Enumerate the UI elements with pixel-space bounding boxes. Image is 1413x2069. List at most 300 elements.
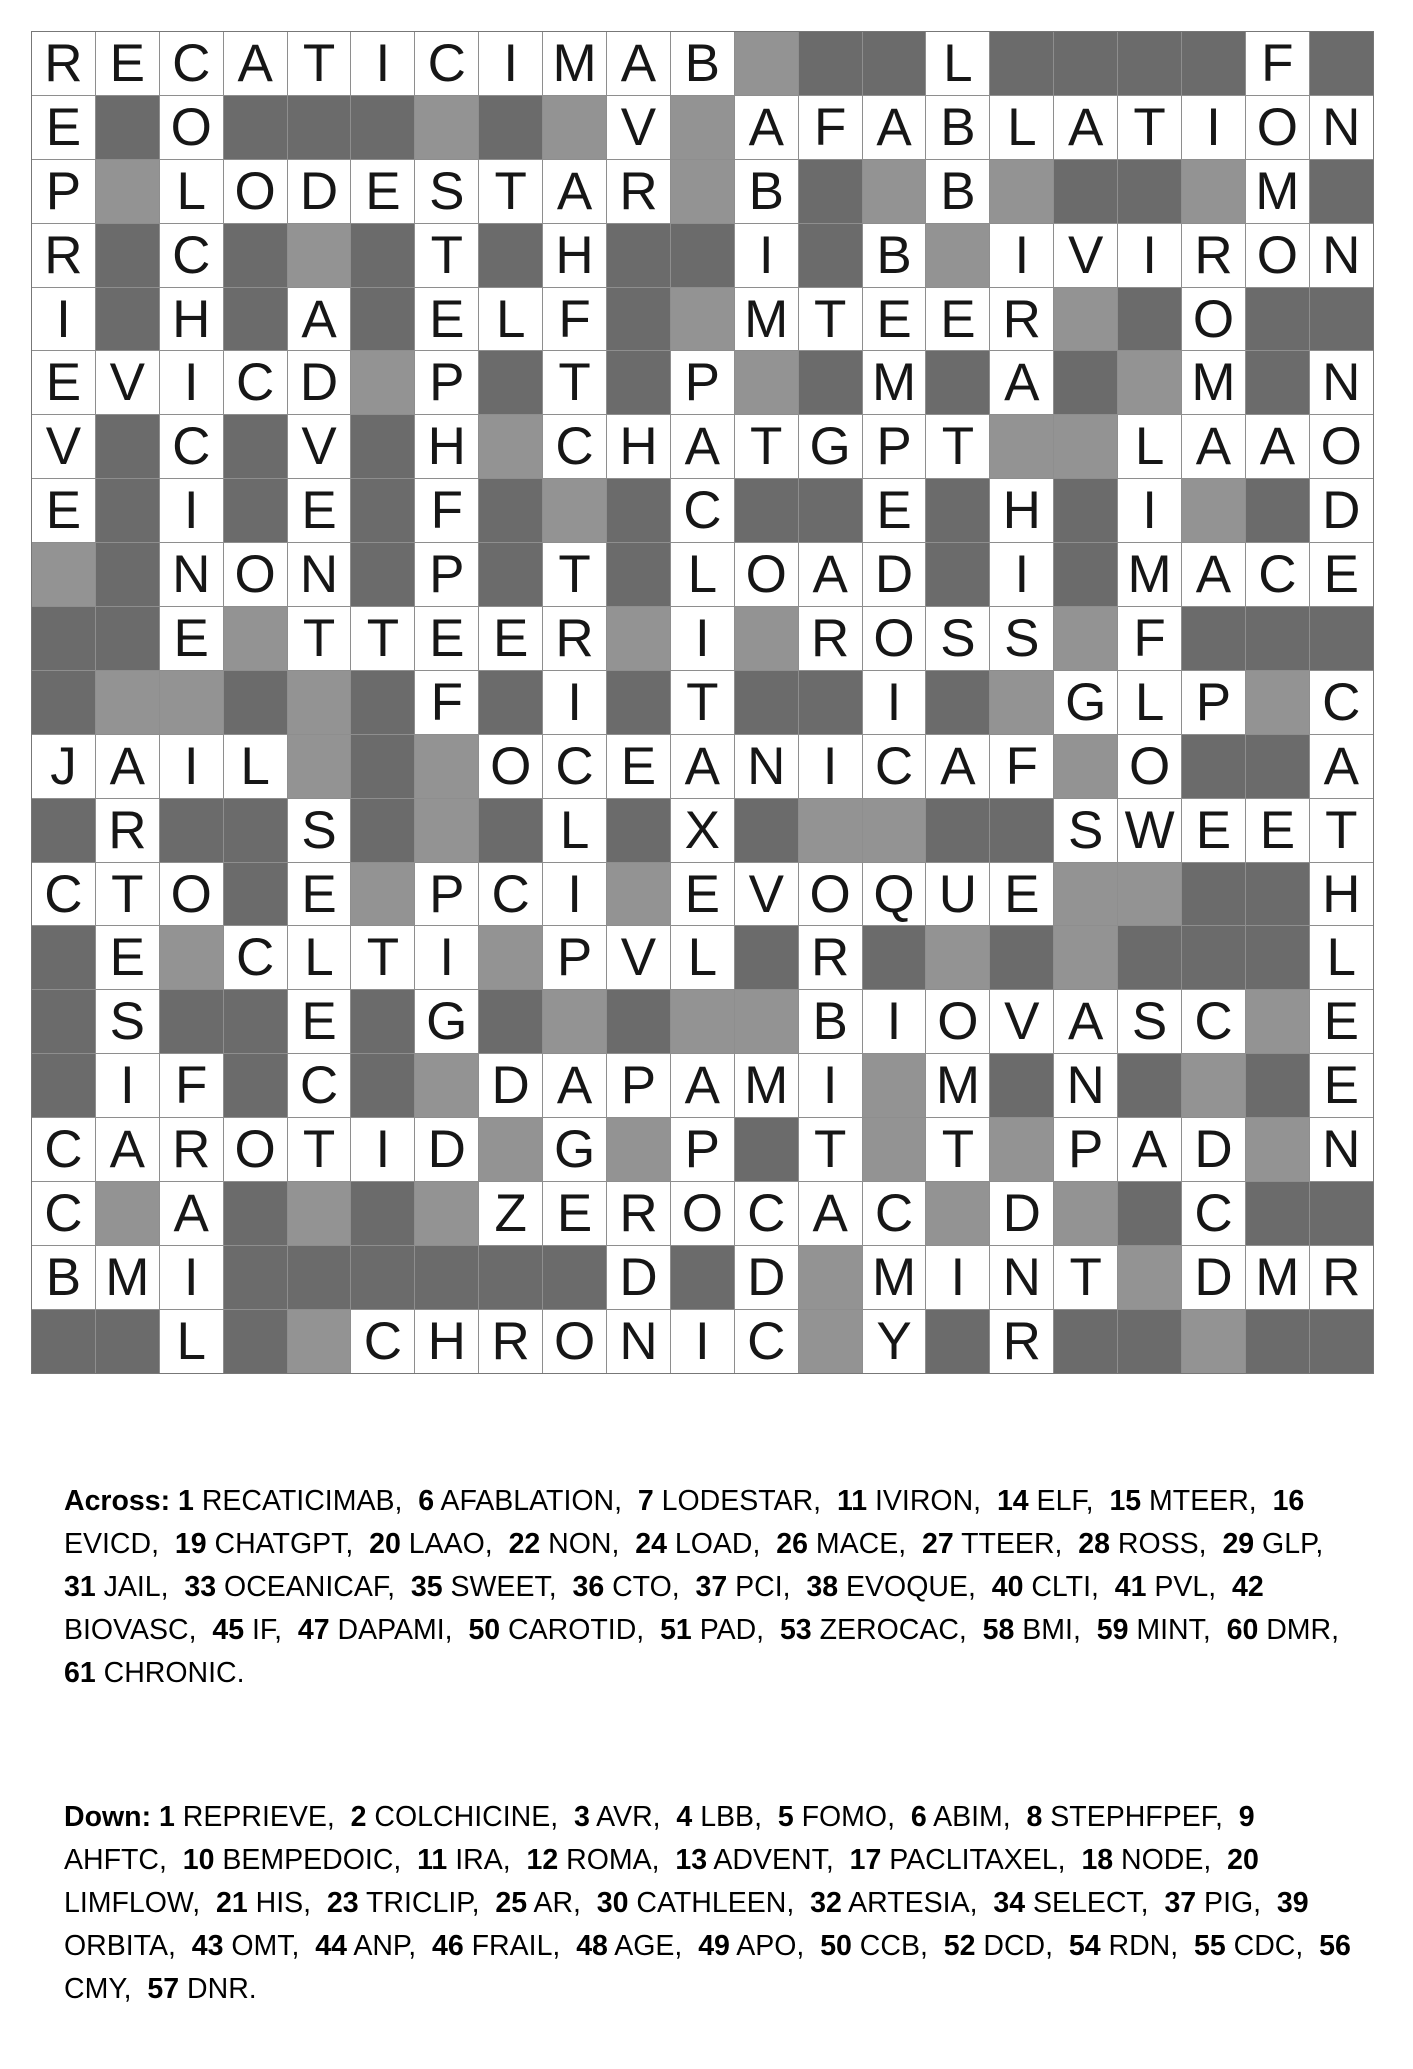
- down-clue-number: 21: [216, 1887, 248, 1919]
- cell-r20c10[interactable]: D: [607, 1246, 670, 1309]
- cell-r21c11[interactable]: I: [671, 1310, 734, 1373]
- cell-r6c21[interactable]: N: [1310, 351, 1373, 414]
- cell-r10c9[interactable]: R: [543, 607, 606, 670]
- cell-r5c1[interactable]: I: [32, 288, 95, 351]
- cell-r12c2[interactable]: A: [96, 735, 159, 798]
- cell-r15c4[interactable]: C: [224, 926, 287, 989]
- cell-r20c3[interactable]: I: [160, 1246, 223, 1309]
- down-clue-number: 6: [910, 1801, 927, 1833]
- cell-r12c10[interactable]: E: [607, 735, 670, 798]
- cell-r18c1[interactable]: C: [32, 1118, 95, 1181]
- cell-r8c11[interactable]: C: [671, 479, 734, 542]
- cell-r10c5[interactable]: T: [288, 607, 351, 670]
- cell-r12c12[interactable]: N: [735, 735, 798, 798]
- cell-r6c3[interactable]: I: [160, 351, 223, 414]
- cell-r21c12[interactable]: C: [735, 1310, 798, 1373]
- cell-r6c16[interactable]: A: [990, 351, 1053, 414]
- cell-r12c16[interactable]: F: [990, 735, 1053, 798]
- cell-r13c20[interactable]: E: [1246, 799, 1309, 862]
- cell-r5c15[interactable]: E: [926, 288, 989, 351]
- cell-r18c9[interactable]: G: [543, 1118, 606, 1181]
- cell-r14c10: [607, 863, 670, 926]
- cell-r1c8[interactable]: I: [479, 32, 542, 95]
- cell-r1c3[interactable]: C: [160, 32, 223, 95]
- cell-r17c9[interactable]: A: [543, 1054, 606, 1117]
- down-clue-number: 55: [1194, 1930, 1226, 1962]
- cell-r13c9[interactable]: L: [543, 799, 606, 862]
- cell-r7c16: [990, 415, 1053, 478]
- cell-r10c13[interactable]: R: [799, 607, 862, 670]
- cell-r17c10[interactable]: P: [607, 1054, 670, 1117]
- cell-r17c15[interactable]: M: [926, 1054, 989, 1117]
- cell-r7c12[interactable]: T: [735, 415, 798, 478]
- cell-r8c14[interactable]: E: [863, 479, 926, 542]
- cell-r12c8[interactable]: O: [479, 735, 542, 798]
- cell-r13c5[interactable]: S: [288, 799, 351, 862]
- cell-r16c2[interactable]: S: [96, 990, 159, 1053]
- down-clue-number: 13: [675, 1844, 708, 1876]
- cell-r18c21[interactable]: N: [1310, 1118, 1373, 1181]
- cell-r7c3[interactable]: C: [160, 415, 223, 478]
- cell-r4c9[interactable]: H: [543, 224, 606, 287]
- cell-r21c7[interactable]: H: [415, 1310, 478, 1373]
- across-clue-word: BIOVASC,: [64, 1571, 1272, 1646]
- cell-r4c8: [479, 224, 542, 287]
- cell-r2c13[interactable]: F: [799, 96, 862, 159]
- cell-r21c8[interactable]: R: [479, 1310, 542, 1373]
- cell-r20c21[interactable]: R: [1310, 1246, 1373, 1309]
- cell-r14c13[interactable]: O: [799, 863, 862, 926]
- cell-r8c3[interactable]: I: [160, 479, 223, 542]
- cell-r14c5[interactable]: E: [288, 863, 351, 926]
- cell-r14c3[interactable]: O: [160, 863, 223, 926]
- cell-r3c6[interactable]: E: [351, 160, 414, 223]
- cell-r7c11[interactable]: A: [671, 415, 734, 478]
- cell-r8c21[interactable]: D: [1310, 479, 1373, 542]
- across-clue-word: LODESTAR,: [653, 1485, 837, 1517]
- cell-r17c11[interactable]: A: [671, 1054, 734, 1117]
- down-clue-word: REPRIEVE,: [174, 1801, 351, 1833]
- cell-r21c3[interactable]: L: [160, 1310, 223, 1373]
- cell-r16c16[interactable]: V: [990, 990, 1053, 1053]
- cell-r2c1[interactable]: E: [32, 96, 95, 159]
- cell-r6c8: [479, 351, 542, 414]
- cell-r9c14[interactable]: D: [863, 543, 926, 606]
- cell-r14c1[interactable]: C: [32, 863, 95, 926]
- cell-r15c5[interactable]: L: [288, 926, 351, 989]
- cell-r20c20[interactable]: M: [1246, 1246, 1309, 1309]
- cell-r9c9[interactable]: T: [543, 543, 606, 606]
- cell-r3c15[interactable]: B: [926, 160, 989, 223]
- cell-r1c5[interactable]: T: [288, 32, 351, 95]
- cell-r9c3[interactable]: N: [160, 543, 223, 606]
- cell-r12c3[interactable]: I: [160, 735, 223, 798]
- cell-r19c19[interactable]: C: [1182, 1182, 1245, 1245]
- cell-r3c10[interactable]: R: [607, 160, 670, 223]
- cell-r4c12[interactable]: I: [735, 224, 798, 287]
- cell-r15c6[interactable]: T: [351, 926, 414, 989]
- cell-r14c8[interactable]: C: [479, 863, 542, 926]
- cell-r5c19[interactable]: O: [1182, 288, 1245, 351]
- cell-r3c8[interactable]: T: [479, 160, 542, 223]
- cell-r5c7[interactable]: E: [415, 288, 478, 351]
- cell-r5c8[interactable]: L: [479, 288, 542, 351]
- cell-r15c3: [160, 926, 223, 989]
- cell-r13c7: [415, 799, 478, 862]
- cell-r11c7[interactable]: F: [415, 671, 478, 734]
- cell-r19c14[interactable]: C: [863, 1182, 926, 1245]
- cell-r1c6[interactable]: I: [351, 32, 414, 95]
- cell-r7c10[interactable]: H: [607, 415, 670, 478]
- cell-r12c1[interactable]: J: [32, 735, 95, 798]
- cell-r15c2[interactable]: E: [96, 926, 159, 989]
- cell-r14c7[interactable]: P: [415, 863, 478, 926]
- cell-r19c10[interactable]: R: [607, 1182, 670, 1245]
- cell-r3c9[interactable]: A: [543, 160, 606, 223]
- cell-r21c9[interactable]: O: [543, 1310, 606, 1373]
- down-clue-word: AHFTC,: [64, 1801, 1261, 1876]
- cell-r21c6[interactable]: C: [351, 1310, 414, 1373]
- cell-r5c16[interactable]: R: [990, 288, 1053, 351]
- down-clue-number: 54: [1068, 1930, 1101, 1962]
- cell-r2c17[interactable]: A: [1054, 96, 1117, 159]
- cell-r13c16: [990, 799, 1053, 862]
- cell-r9c1: [32, 543, 95, 606]
- cell-r9c12[interactable]: O: [735, 543, 798, 606]
- cell-r20c15[interactable]: I: [926, 1246, 989, 1309]
- cell-r11c18[interactable]: L: [1118, 671, 1181, 734]
- cell-r15c9[interactable]: P: [543, 926, 606, 989]
- cell-r15c7[interactable]: I: [415, 926, 478, 989]
- cell-r14c6: [351, 863, 414, 926]
- cell-r6c1[interactable]: E: [32, 351, 95, 414]
- across-clue-word: NON,: [540, 1528, 636, 1560]
- cell-r2c15[interactable]: B: [926, 96, 989, 159]
- cell-r17c14: [863, 1054, 926, 1117]
- cell-r2c20[interactable]: O: [1246, 96, 1309, 159]
- cell-r16c15[interactable]: O: [926, 990, 989, 1053]
- cell-r20c16[interactable]: N: [990, 1246, 1053, 1309]
- cell-r21c14[interactable]: Y: [863, 1310, 926, 1373]
- cell-r16c5[interactable]: E: [288, 990, 351, 1053]
- cell-r18c18[interactable]: A: [1118, 1118, 1181, 1181]
- cell-r6c5[interactable]: D: [288, 351, 351, 414]
- cell-r18c3[interactable]: R: [160, 1118, 223, 1181]
- cell-r15c21[interactable]: L: [1310, 926, 1373, 989]
- cell-r6c9[interactable]: T: [543, 351, 606, 414]
- cell-r8c1[interactable]: E: [32, 479, 95, 542]
- cell-r2c18[interactable]: T: [1118, 96, 1181, 159]
- cell-r4c21[interactable]: N: [1310, 224, 1373, 287]
- cell-r12c9[interactable]: C: [543, 735, 606, 798]
- cell-r2c14[interactable]: A: [863, 96, 926, 159]
- cell-r1c7[interactable]: C: [415, 32, 478, 95]
- cell-r5c18: [1118, 288, 1181, 351]
- cell-r11c21[interactable]: C: [1310, 671, 1373, 734]
- cell-r5c3[interactable]: H: [160, 288, 223, 351]
- down-clue-word: LIMFLOW,: [64, 1844, 1267, 1919]
- cell-r5c12[interactable]: M: [735, 288, 798, 351]
- cell-r5c5[interactable]: A: [288, 288, 351, 351]
- cell-r2c10[interactable]: V: [607, 96, 670, 159]
- across-clue-word: AFABLATION,: [434, 1485, 638, 1517]
- cell-r7c1[interactable]: V: [32, 415, 95, 478]
- cell-r17c13[interactable]: I: [799, 1054, 862, 1117]
- cell-r14c14[interactable]: Q: [863, 863, 926, 926]
- cell-r18c15[interactable]: T: [926, 1118, 989, 1181]
- cell-r2c12[interactable]: A: [735, 96, 798, 159]
- cell-r12c15[interactable]: A: [926, 735, 989, 798]
- cell-r1c2[interactable]: E: [96, 32, 159, 95]
- cell-r7c18[interactable]: L: [1118, 415, 1181, 478]
- cell-r6c19[interactable]: M: [1182, 351, 1245, 414]
- cell-r2c16[interactable]: L: [990, 96, 1053, 159]
- cell-r9c5[interactable]: N: [288, 543, 351, 606]
- cell-r3c1[interactable]: P: [32, 160, 95, 223]
- cell-r20c18: [1118, 1246, 1181, 1309]
- across-clue-word: OCEANICAF,: [216, 1571, 411, 1603]
- cell-r14c2[interactable]: T: [96, 863, 159, 926]
- cell-r16c7[interactable]: G: [415, 990, 478, 1053]
- cell-r21c10[interactable]: N: [607, 1310, 670, 1373]
- down-clue-number: 32: [810, 1887, 842, 1919]
- cell-r4c1[interactable]: R: [32, 224, 95, 287]
- cell-r4c3[interactable]: C: [160, 224, 223, 287]
- cell-r11c17[interactable]: G: [1054, 671, 1117, 734]
- cell-r4c20[interactable]: O: [1246, 224, 1309, 287]
- cell-r7c19[interactable]: A: [1182, 415, 1245, 478]
- cell-r1c4[interactable]: A: [224, 32, 287, 95]
- across-clue-number: 26: [776, 1528, 808, 1560]
- cell-r4c18[interactable]: I: [1118, 224, 1181, 287]
- cell-r20c17[interactable]: T: [1054, 1246, 1117, 1309]
- cell-r15c17: [1054, 926, 1117, 989]
- cell-r13c2[interactable]: R: [96, 799, 159, 862]
- cell-r18c6[interactable]: I: [351, 1118, 414, 1181]
- cell-r11c11[interactable]: T: [671, 671, 734, 734]
- cell-r17c17[interactable]: N: [1054, 1054, 1117, 1117]
- cell-r1c20[interactable]: F: [1246, 32, 1309, 95]
- cell-r1c11[interactable]: B: [671, 32, 734, 95]
- cell-r11c9[interactable]: I: [543, 671, 606, 734]
- cell-r7c6: [351, 415, 414, 478]
- cell-r13c21[interactable]: T: [1310, 799, 1373, 862]
- cell-r11c19[interactable]: P: [1182, 671, 1245, 734]
- cell-r2c19[interactable]: I: [1182, 96, 1245, 159]
- cell-r10c8[interactable]: E: [479, 607, 542, 670]
- cell-r19c8[interactable]: Z: [479, 1182, 542, 1245]
- cell-r18c4[interactable]: O: [224, 1118, 287, 1181]
- cell-r10c11[interactable]: I: [671, 607, 734, 670]
- cell-r8c16[interactable]: H: [990, 479, 1053, 542]
- cell-r14c16[interactable]: E: [990, 863, 1053, 926]
- cell-r3c20[interactable]: M: [1246, 160, 1309, 223]
- cell-r10c16[interactable]: S: [990, 607, 1053, 670]
- cell-r20c1[interactable]: B: [32, 1246, 95, 1309]
- cell-r18c17[interactable]: P: [1054, 1118, 1117, 1181]
- cell-r9c20[interactable]: C: [1246, 543, 1309, 606]
- cell-r9c16[interactable]: I: [990, 543, 1053, 606]
- cell-r18c5[interactable]: T: [288, 1118, 351, 1181]
- cell-r10c17: [1054, 607, 1117, 670]
- across-clue-word: GLP,: [1254, 1528, 1340, 1560]
- cell-r1c1[interactable]: R: [32, 32, 95, 95]
- cell-r3c12[interactable]: B: [735, 160, 798, 223]
- cell-r6c7[interactable]: P: [415, 351, 478, 414]
- cell-r7c7[interactable]: H: [415, 415, 478, 478]
- cell-r18c19[interactable]: D: [1182, 1118, 1245, 1181]
- cell-r1c15[interactable]: L: [926, 32, 989, 95]
- cell-r6c14[interactable]: M: [863, 351, 926, 414]
- cell-r14c21[interactable]: H: [1310, 863, 1373, 926]
- cell-r6c4[interactable]: C: [224, 351, 287, 414]
- cell-r14c19: [1182, 863, 1245, 926]
- cell-r20c12[interactable]: D: [735, 1246, 798, 1309]
- cell-r12c4[interactable]: L: [224, 735, 287, 798]
- cell-r3c4[interactable]: O: [224, 160, 287, 223]
- cell-r3c3[interactable]: L: [160, 160, 223, 223]
- cell-r9c7[interactable]: P: [415, 543, 478, 606]
- cell-r17c5[interactable]: C: [288, 1054, 351, 1117]
- cell-r10c7[interactable]: E: [415, 607, 478, 670]
- cell-r19c12[interactable]: C: [735, 1182, 798, 1245]
- cell-r4c17[interactable]: V: [1054, 224, 1117, 287]
- cell-r5c14[interactable]: E: [863, 288, 926, 351]
- cell-r12c11[interactable]: A: [671, 735, 734, 798]
- cell-r16c17[interactable]: A: [1054, 990, 1117, 1053]
- cell-r7c9[interactable]: C: [543, 415, 606, 478]
- cell-r1c10[interactable]: A: [607, 32, 670, 95]
- cell-r17c3[interactable]: F: [160, 1054, 223, 1117]
- cell-r17c12[interactable]: M: [735, 1054, 798, 1117]
- cell-r14c9[interactable]: I: [543, 863, 606, 926]
- cell-r14c11[interactable]: E: [671, 863, 734, 926]
- cell-r2c6: [351, 96, 414, 159]
- cell-r4c16[interactable]: I: [990, 224, 1053, 287]
- cell-r4c7[interactable]: T: [415, 224, 478, 287]
- cell-r13c11[interactable]: X: [671, 799, 734, 862]
- cell-r9c11[interactable]: L: [671, 543, 734, 606]
- cell-r20c2[interactable]: M: [96, 1246, 159, 1309]
- cell-r20c14[interactable]: M: [863, 1246, 926, 1309]
- cell-r12c14[interactable]: C: [863, 735, 926, 798]
- cell-r2c9: [543, 96, 606, 159]
- cell-r12c18[interactable]: O: [1118, 735, 1181, 798]
- clues-section: [64, 1394, 1359, 2069]
- down-clue-number: 57: [147, 1973, 180, 2005]
- cell-r15c13[interactable]: R: [799, 926, 862, 989]
- cell-r13c18[interactable]: W: [1118, 799, 1181, 862]
- cell-r4c19[interactable]: R: [1182, 224, 1245, 287]
- cell-r7c21[interactable]: O: [1310, 415, 1373, 478]
- cell-r19c9[interactable]: E: [543, 1182, 606, 1245]
- cell-r15c15: [926, 926, 989, 989]
- cell-r4c14[interactable]: B: [863, 224, 926, 287]
- cell-r5c13[interactable]: T: [799, 288, 862, 351]
- cell-r7c14[interactable]: P: [863, 415, 926, 478]
- cell-r8c7[interactable]: F: [415, 479, 478, 542]
- cell-r18c2[interactable]: A: [96, 1118, 159, 1181]
- cell-r16c13[interactable]: B: [799, 990, 862, 1053]
- cell-r6c15: [926, 351, 989, 414]
- down-clue-number: 50: [820, 1930, 852, 1962]
- cell-r14c12[interactable]: V: [735, 863, 798, 926]
- cell-r9c13[interactable]: A: [799, 543, 862, 606]
- cell-r19c16[interactable]: D: [990, 1182, 1053, 1245]
- cell-r6c11[interactable]: P: [671, 351, 734, 414]
- cell-r15c10[interactable]: V: [607, 926, 670, 989]
- cell-r7c15[interactable]: T: [926, 415, 989, 478]
- cell-r3c5[interactable]: D: [288, 160, 351, 223]
- across-clue-number: 60: [1226, 1614, 1259, 1646]
- cell-r18c20: [1246, 1118, 1309, 1181]
- cell-r17c21[interactable]: E: [1310, 1054, 1373, 1117]
- cell-r1c9[interactable]: M: [543, 32, 606, 95]
- cell-r17c2[interactable]: I: [96, 1054, 159, 1117]
- cell-r10c18[interactable]: F: [1118, 607, 1181, 670]
- cell-r10c3[interactable]: E: [160, 607, 223, 670]
- cell-r16c21[interactable]: E: [1310, 990, 1373, 1053]
- across-clue-word: CTO,: [604, 1571, 696, 1603]
- cell-r19c13[interactable]: A: [799, 1182, 862, 1245]
- cell-r9c18[interactable]: M: [1118, 543, 1181, 606]
- cell-r16c14[interactable]: I: [863, 990, 926, 1053]
- cell-r2c3[interactable]: O: [160, 96, 223, 159]
- cell-r15c11[interactable]: L: [671, 926, 734, 989]
- cell-r10c15[interactable]: S: [926, 607, 989, 670]
- cell-r17c8[interactable]: D: [479, 1054, 542, 1117]
- down-clue-word: SELECT,: [1025, 1887, 1165, 1919]
- cell-r18c11[interactable]: P: [671, 1118, 734, 1181]
- cell-r7c13[interactable]: G: [799, 415, 862, 478]
- cell-r20c19[interactable]: D: [1182, 1246, 1245, 1309]
- cell-r13c19[interactable]: E: [1182, 799, 1245, 862]
- cell-r8c12: [735, 479, 798, 542]
- cell-r13c17[interactable]: S: [1054, 799, 1117, 862]
- cell-r16c18[interactable]: S: [1118, 990, 1181, 1053]
- cell-r16c19[interactable]: C: [1182, 990, 1245, 1053]
- cell-r9c21[interactable]: E: [1310, 543, 1373, 606]
- cell-r7c20[interactable]: A: [1246, 415, 1309, 478]
- cell-r19c11[interactable]: O: [671, 1182, 734, 1245]
- cell-r12c13[interactable]: I: [799, 735, 862, 798]
- cell-r14c15[interactable]: U: [926, 863, 989, 926]
- cell-r9c4[interactable]: O: [224, 543, 287, 606]
- cell-r19c3[interactable]: A: [160, 1182, 223, 1245]
- cell-r18c13[interactable]: T: [799, 1118, 862, 1181]
- cell-r18c16: [990, 1118, 1053, 1181]
- cell-r10c6[interactable]: T: [351, 607, 414, 670]
- cell-r18c7[interactable]: D: [415, 1118, 478, 1181]
- cell-r9c19[interactable]: A: [1182, 543, 1245, 606]
- cell-r10c14[interactable]: O: [863, 607, 926, 670]
- cell-r16c9: [543, 990, 606, 1053]
- cell-r2c21[interactable]: N: [1310, 96, 1373, 159]
- cell-r11c14[interactable]: I: [863, 671, 926, 734]
- cell-r19c1[interactable]: C: [32, 1182, 95, 1245]
- cell-r8c5[interactable]: E: [288, 479, 351, 542]
- cell-r12c21[interactable]: A: [1310, 735, 1373, 798]
- cell-r8c18[interactable]: I: [1118, 479, 1181, 542]
- across-clue-number: 61: [64, 1657, 96, 1689]
- cell-r7c5[interactable]: V: [288, 415, 351, 478]
- cell-r21c15: [926, 1310, 989, 1373]
- cell-r21c16[interactable]: R: [990, 1310, 1053, 1373]
- cell-r5c9[interactable]: F: [543, 288, 606, 351]
- down-clue-word: AGE,: [607, 1930, 699, 1962]
- cell-r6c2[interactable]: V: [96, 351, 159, 414]
- cell-r3c7[interactable]: S: [415, 160, 478, 223]
